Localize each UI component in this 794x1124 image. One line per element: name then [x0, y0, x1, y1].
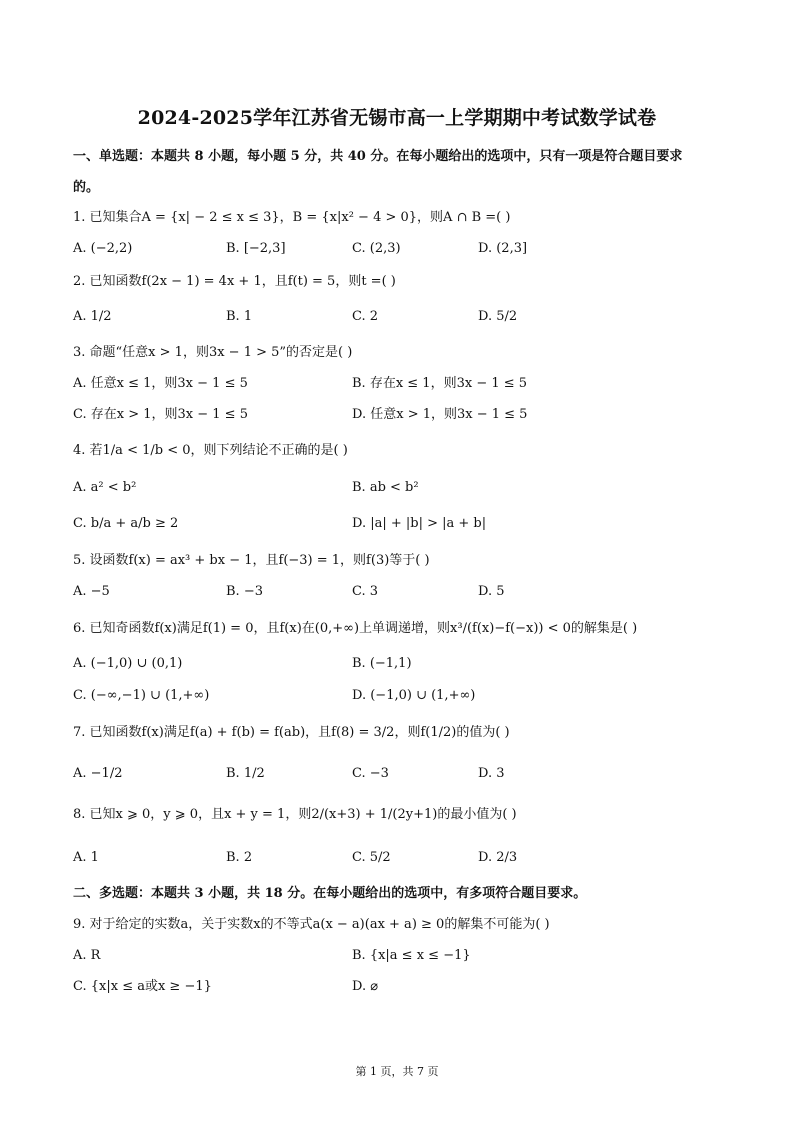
q1-option-c: C. (2,3)	[352, 241, 401, 256]
q2-option-d: D. 5/2	[478, 309, 518, 324]
q4-option-d: D. |a| + |b| > |a + b|	[352, 516, 487, 531]
q4-option-b: B. ab < b²	[352, 480, 419, 495]
q5-option-b: B. −3	[226, 584, 263, 599]
q6-option-d: D. (−1,0) ∪ (1,+∞)	[352, 688, 476, 703]
q1-option-a: A. (−2,2)	[73, 241, 133, 256]
q5-option-c: C. 3	[352, 584, 379, 599]
question-8-stem: 8. 已知x ⩾ 0，y ⩾ 0，且x + y = 1，则2/(x+3) + 1/(2y+1)的最小值为( )	[73, 807, 517, 822]
q9-option-a: A. R	[73, 948, 101, 963]
q6-option-b: B. (−1,1)	[352, 656, 412, 671]
q3-option-b: B. 存在x ≤ 1，则3x − 1 ≤ 5	[352, 376, 528, 391]
question-1-stem: 1. 已知集合A = {x| − 2 ≤ x ≤ 3}，B = {x|x² − 4 > 0}，则A ∩ B =( )	[73, 210, 511, 225]
question-4-stem: 4. 若1/a < 1/b < 0，则下列结论不正确的是( )	[73, 443, 348, 458]
question-7-stem: 7. 已知函数f(x)满足f(a) + f(b) = f(ab)，且f(8) = 3/2，则f(1/2)的值为( )	[73, 725, 510, 740]
q4-option-c: C. b/a + a/b ≥ 2	[73, 516, 179, 531]
question-6-stem: 6. 已知奇函数f(x)满足f(1) = 0，且f(x)在(0,+∞)上单调递增，则x³/(f(x)−f(−x)) < 0的解集是( )	[73, 621, 638, 636]
q9-option-c: C. {x|x ≤ a或x ≥ −1}	[73, 979, 212, 994]
q8-option-b: B. 2	[226, 850, 253, 865]
q5-option-a: A. −5	[73, 584, 110, 599]
q7-option-b: B. 1/2	[226, 766, 265, 781]
question-9-stem: 9. 对于给定的实数a，关于实数x的不等式a(x − a)(ax + a) ≥ 0的解集不可能为( )	[73, 917, 550, 932]
q3-option-c: C. 存在x > 1，则3x − 1 ≤ 5	[73, 407, 248, 422]
q1-option-d: D. (2,3]	[478, 241, 528, 256]
q8-option-a: A. 1	[73, 850, 99, 865]
section2-heading: 二、多选题：本题共 3 小题，共 18 分。在每小题给出的选项中，有多项符合题目要求。	[73, 886, 587, 901]
page-footer: 第 1 页，共 7 页	[355, 1065, 439, 1078]
q3-option-d: D. 任意x > 1，则3x − 1 ≤ 5	[352, 407, 528, 422]
q1-option-b: B. [−2,3]	[226, 241, 286, 256]
q6-option-c: C. (−∞,−1) ∪ (1,+∞)	[73, 688, 210, 703]
q9-option-b: B. {x|a ≤ x ≤ −1}	[352, 948, 471, 963]
question-5-stem: 5. 设函数f(x) = ax³ + bx − 1，且f(−3) = 1，则f(3)等于( )	[73, 553, 430, 568]
q4-option-a: A. a² < b²	[73, 480, 137, 495]
q9-option-d: D. ⌀	[352, 979, 379, 994]
section1-heading: 一、单选题：本题共 8 小题，每小题 5 分，共 40 分。在每小题给出的选项中，只有一项是符合题目要求	[73, 149, 683, 164]
q7-option-c: C. −3	[352, 766, 389, 781]
q2-option-b: B. 1	[226, 309, 253, 324]
section1-heading-cont: 的。	[73, 180, 100, 195]
q2-option-a: A. 1/2	[73, 309, 112, 324]
question-3-stem: 3. 命题“任意x > 1，则3x − 1 > 5”的否定是( )	[73, 345, 353, 360]
q8-option-c: C. 5/2	[352, 850, 391, 865]
q7-option-d: D. 3	[478, 766, 505, 781]
q2-option-c: C. 2	[352, 309, 379, 324]
question-2-stem: 2. 已知函数f(2x − 1) = 4x + 1，且f(t) = 5，则t =( )	[73, 274, 396, 289]
q6-option-a: A. (−1,0) ∪ (0,1)	[73, 656, 183, 671]
q8-option-d: D. 2/3	[478, 850, 518, 865]
q3-option-a: A. 任意x ≤ 1，则3x − 1 ≤ 5	[73, 376, 248, 391]
q7-option-a: A. −1/2	[73, 766, 123, 781]
exam-title: 2024-2025学年江苏省无锡市高一上学期期中考试数学试卷	[137, 107, 657, 129]
q5-option-d: D. 5	[478, 584, 505, 599]
